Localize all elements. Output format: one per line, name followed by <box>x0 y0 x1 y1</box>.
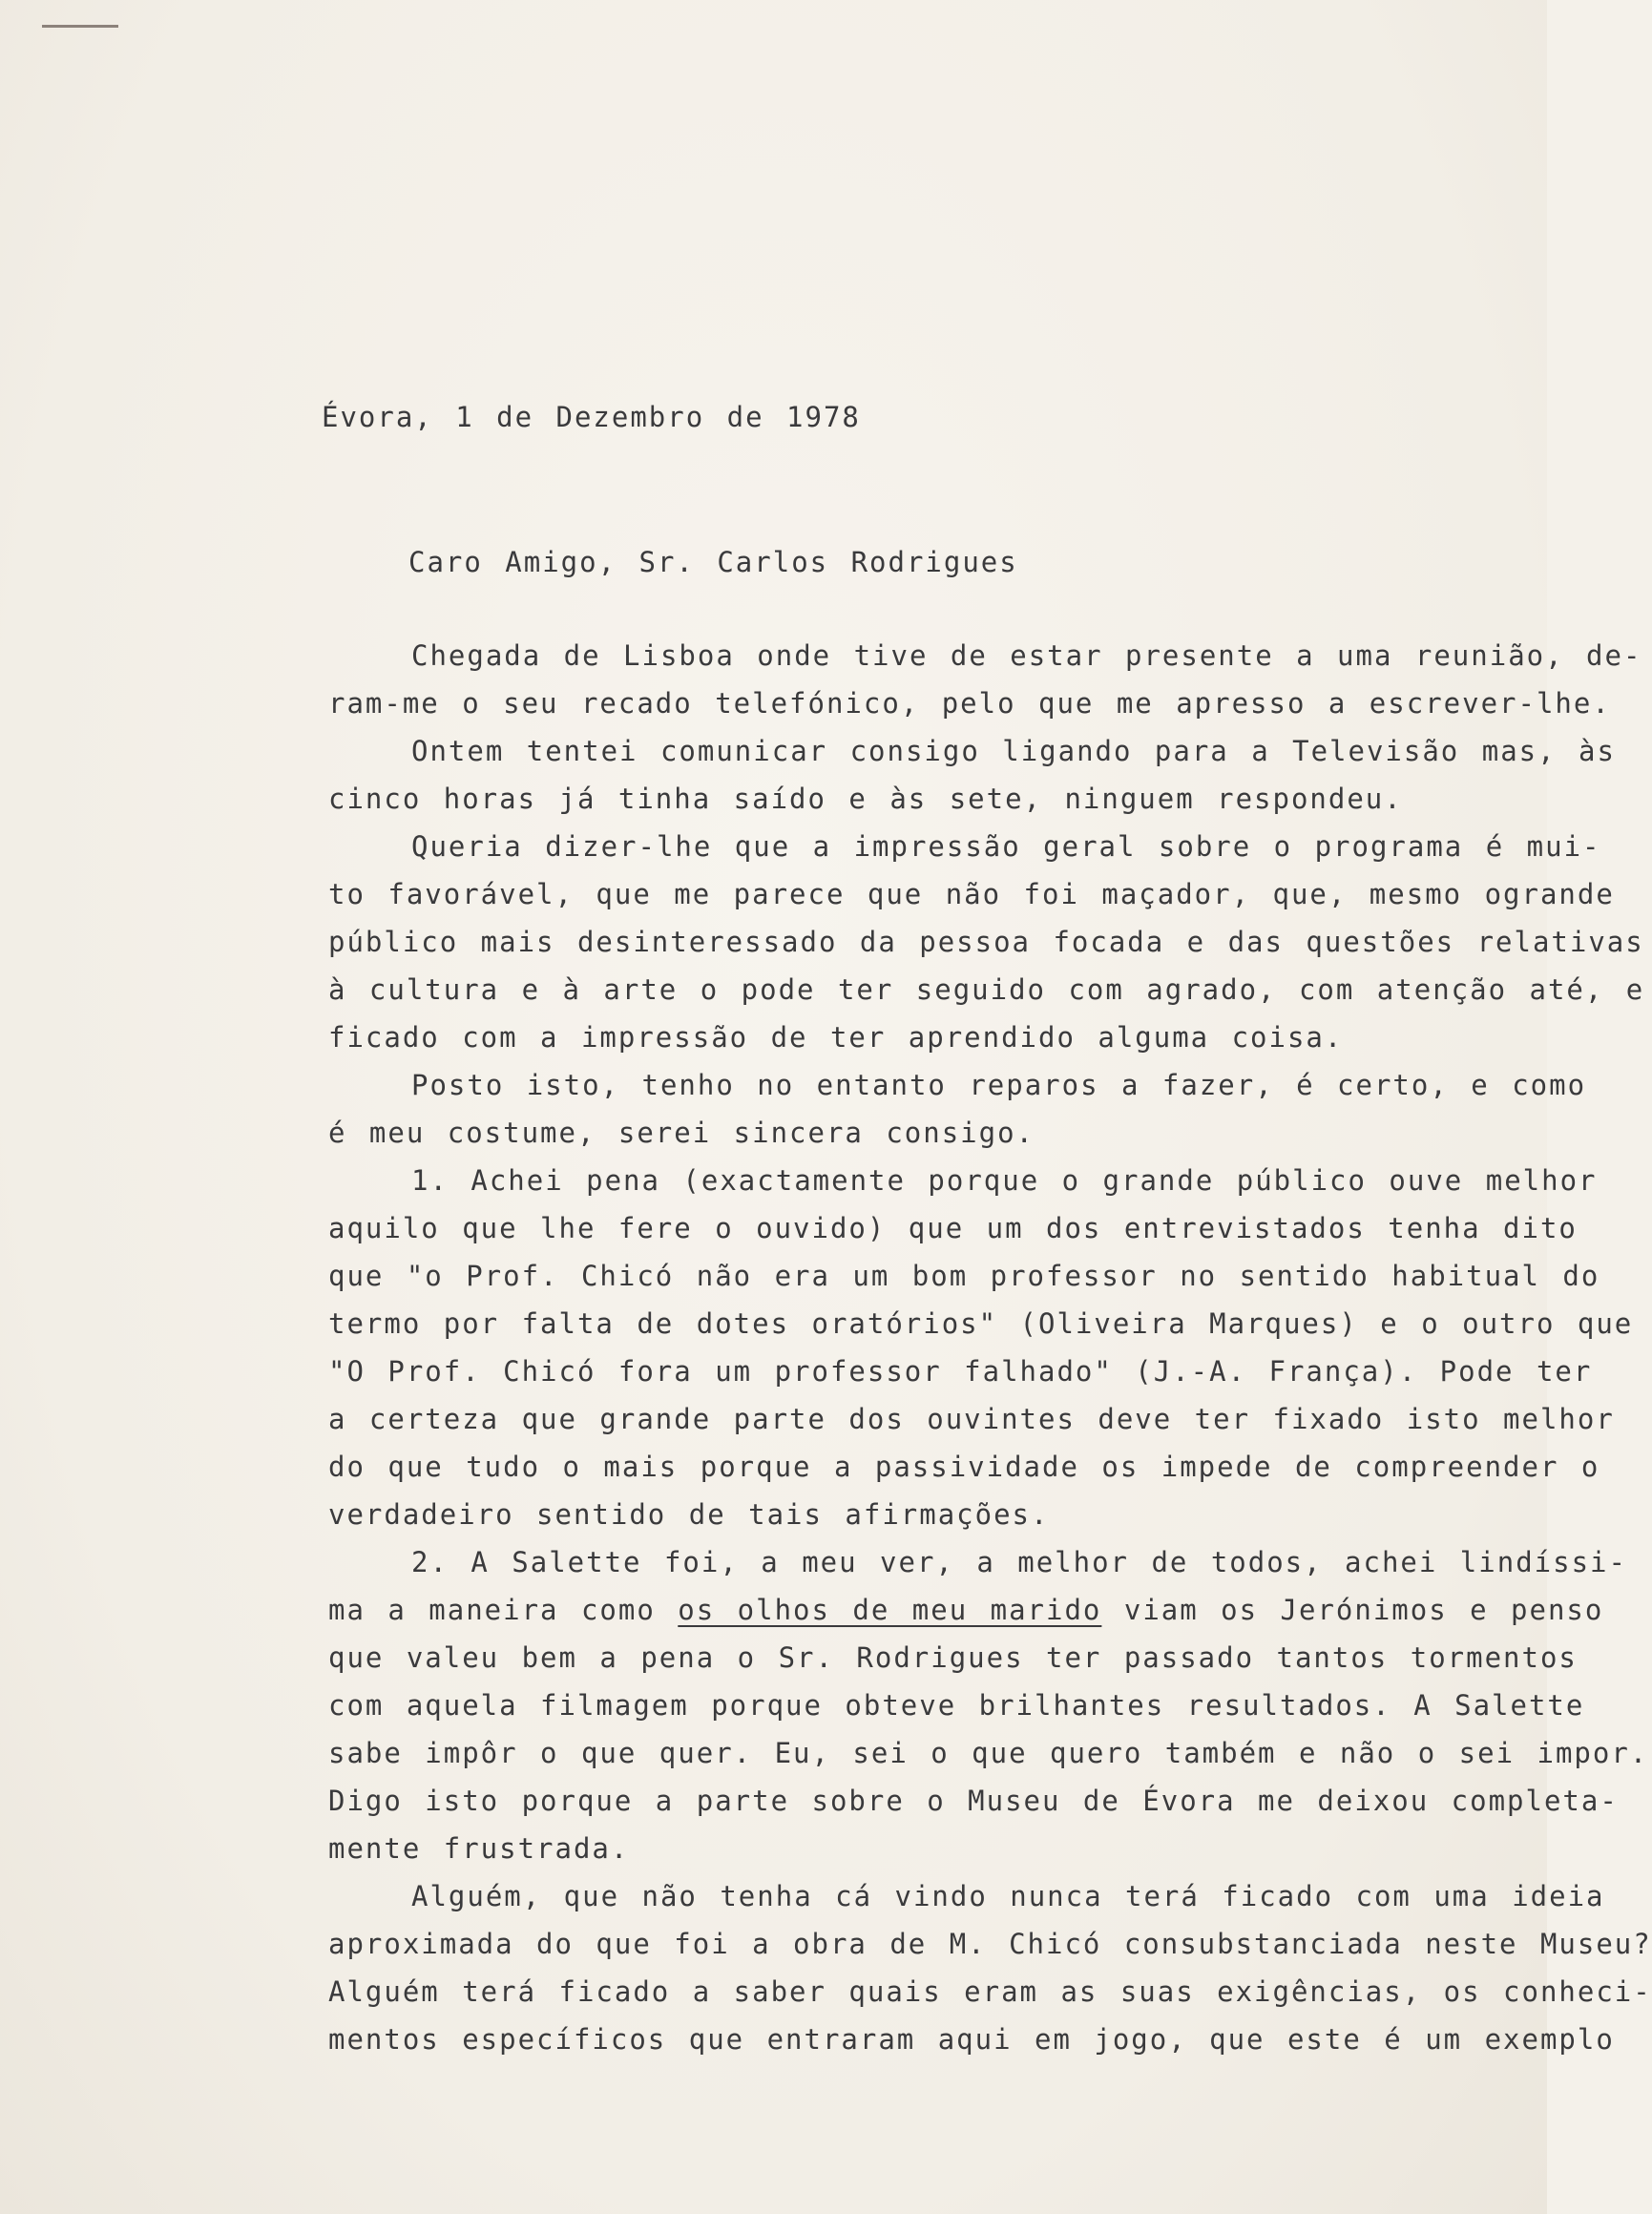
text-line: Alguém, que não tenha cá vindo nunca terá ficado com uma ideia <box>411 1880 1605 1912</box>
underlined-phrase: os olhos de meu marido <box>678 1594 1102 1626</box>
text-line: to favorável, que me parece que não foi maçador, que, mesmo ogrande <box>328 878 1615 910</box>
text-line: que valeu bem a pena o Sr. Rodrigues ter passado tantos tormentos <box>328 1641 1578 1674</box>
text-line: aproximada do que foi a obra de M. Chicó consubstanciada neste Museu? <box>328 1928 1652 1960</box>
text-line: à cultura e à arte o pode ter seguido com agrado, com atenção até, e <box>328 973 1645 1006</box>
text-line: a certeza que grande parte dos ouvintes deve ter fixado isto melhor <box>328 1403 1615 1435</box>
text-line: ficado com a impressão de ter aprendido alguma coisa. <box>328 1021 1344 1054</box>
ink-mark <box>42 17 118 28</box>
text-line: termo por falta de dotes oratórios" (Oliveira Marques) e o outro que <box>328 1307 1634 1340</box>
text-line: público mais desinteressado da pessoa focada e das questões relativas <box>328 926 1644 958</box>
text-line: sabe impôr o que quer. Eu, sei o que quero também e não o sei impor. <box>328 1737 1649 1769</box>
text-line: verdadeiro sentido de tais afirmações. <box>328 1498 1050 1531</box>
text-line: Chegada de Lisboa onde tive de estar presente a uma reunião, de- <box>411 639 1642 672</box>
text-line: cinco horas já tinha saído e às sete, ninguem respondeu. <box>328 783 1403 815</box>
text-line: mente frustrada. <box>328 1832 630 1865</box>
text-segment: ma a maneira como <box>328 1594 656 1626</box>
text-line: do que tudo o mais porque a passividade os impede de compreender o <box>328 1451 1600 1483</box>
text-line: Digo isto porque a parte sobre o Museu de Évora me deixou completa- <box>328 1785 1619 1817</box>
text-line: Posto isto, tenho no entanto reparos a fazer, é certo, e como <box>411 1069 1587 1101</box>
text-line: Alguém terá ficado a saber quais eram as suas exigências, os conheci- <box>328 1975 1652 2008</box>
text-line: aquilo que lhe fere o ouvido) que um dos entrevistados tenha dito <box>328 1212 1578 1244</box>
text-line: 2. A Salette foi, a meu ver, a melhor de todos, achei lindíssi- <box>411 1546 1627 1578</box>
text-line: é meu costume, serei sincera consigo. <box>328 1117 1035 1149</box>
text-line: mentos específicos que entraram aqui em jogo, que este é um exemplo <box>328 2023 1615 2056</box>
text-line: que "o Prof. Chicó não era um bom professor no sentido habitual do <box>328 1260 1600 1292</box>
text-segment: viam os Jerónimos e penso <box>1123 1594 1604 1626</box>
text-line: Queria dizer-lhe que a impressão geral sobre o programa é mui- <box>411 830 1601 863</box>
text-line: com aquela filmagem porque obteve brilhantes resultados. A Salette <box>328 1689 1585 1722</box>
text-line: 1. Achei pena (exactamente porque o grande público ouve melhor <box>411 1164 1598 1197</box>
text-line: Ontem tentei comunicar consigo ligando para a Televisão mas, às <box>411 735 1616 767</box>
text-line: "O Prof. Chicó fora um professor falhado" (J.-A. França). Pode ter <box>328 1355 1593 1388</box>
date-line: Évora, 1 de Dezembro de 1978 <box>322 401 861 433</box>
text-line <box>328 1594 1603 1626</box>
text-line: ram-me o seu recado telefónico, pelo que me apresso a escrever-lhe. <box>328 687 1611 720</box>
salutation: Caro Amigo, Sr. Carlos Rodrigues <box>408 546 1018 578</box>
